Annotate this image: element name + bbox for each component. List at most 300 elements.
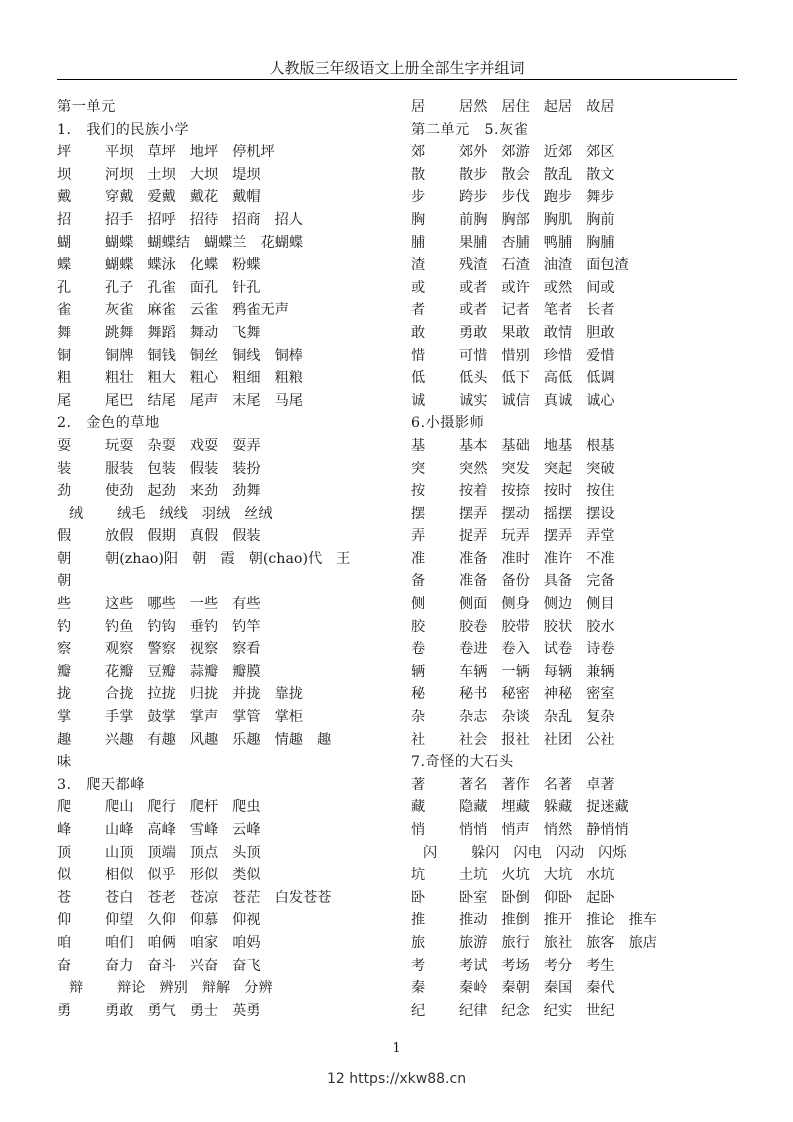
character: 藏 — [411, 799, 426, 816]
compound-word: 躲闪 — [471, 844, 500, 861]
compound-word: 地基 — [543, 437, 573, 454]
compound-word: 卓著 — [586, 776, 615, 793]
vocab-row — [57, 458, 397, 481]
compound-word: 跨步 — [459, 189, 488, 206]
compound-word: 间或 — [586, 279, 615, 296]
character: 铜 — [57, 347, 72, 364]
character: 顶 — [57, 844, 72, 861]
compound-word: 云雀 — [189, 302, 219, 319]
compound-word: 假装 — [232, 528, 261, 545]
character: 杂 — [411, 709, 426, 726]
compound-word: 粗细 — [232, 370, 261, 387]
compound-word: 土坑 — [459, 867, 488, 884]
compound-word: 勇士 — [189, 1002, 219, 1019]
compound-word: 飞舞 — [232, 324, 261, 341]
compound-word: 诗卷 — [586, 641, 615, 658]
vocab-row — [57, 932, 397, 955]
compound-word: 跑步 — [543, 189, 573, 206]
compound-word: 粗心 — [189, 370, 219, 387]
vocab-row — [411, 390, 751, 413]
section-heading: 第二单元 5.灰雀 — [411, 121, 529, 138]
vocab-row — [57, 616, 397, 639]
compound-word: 郊区 — [586, 144, 615, 161]
character: 社 — [411, 731, 426, 748]
compound-word: 郊外 — [459, 144, 488, 161]
compound-word: 诚心 — [586, 392, 615, 409]
vocab-row — [411, 367, 751, 390]
compound-word: 停机坪 — [232, 144, 275, 161]
compound-word: 头顶 — [232, 844, 261, 861]
compound-word: 草坪 — [147, 144, 176, 161]
vocab-row — [57, 525, 397, 548]
vocab-row — [57, 638, 397, 661]
vocab-row — [411, 96, 751, 119]
compound-word: 尾声 — [189, 392, 219, 409]
compound-word: 捉弄 — [459, 528, 488, 545]
compound-word: 顶端 — [147, 844, 176, 861]
compound-word: 豆瓣 — [147, 663, 176, 680]
compound-word: 铜牌 — [105, 347, 134, 364]
compound-word: 爱惜 — [586, 347, 615, 364]
compound-word: 鸭脯 — [543, 234, 573, 251]
compound-word: 使劲 — [105, 483, 134, 500]
vocab-row — [411, 322, 751, 345]
compound-word: 著名 — [459, 776, 488, 793]
compound-word: 前胸 — [459, 211, 488, 228]
compound-word: 舞步 — [586, 189, 615, 206]
vocab-row — [411, 842, 751, 865]
character: 摆 — [411, 505, 426, 522]
character: 假 — [57, 528, 72, 545]
character: 诚 — [411, 392, 426, 409]
header-divider — [57, 79, 737, 80]
section-heading: 第一单元 — [57, 99, 116, 115]
vocab-row — [57, 661, 397, 684]
vocab-row — [57, 955, 397, 978]
vocab-row — [57, 706, 397, 729]
vocab-row — [411, 796, 751, 819]
vocab-row — [411, 503, 751, 526]
compound-word: 杂乱 — [543, 709, 573, 726]
compound-word: 低头 — [459, 370, 488, 387]
character: 郊 — [411, 144, 426, 161]
compound-word: 闪电 — [513, 844, 542, 861]
compound-word: 鼓掌 — [147, 709, 176, 726]
character: 爬 — [57, 799, 72, 816]
compound-word: 散步 — [459, 166, 488, 183]
vocab-row — [57, 322, 397, 345]
compound-word: 高低 — [543, 370, 573, 387]
compound-word: 粉蝶 — [232, 257, 261, 274]
compound-word: 名著 — [543, 776, 573, 793]
character: 弄 — [411, 528, 426, 545]
compound-word: 敢情 — [543, 324, 573, 341]
vocab-row — [411, 254, 751, 277]
vocab-row — [57, 141, 397, 164]
section-heading: 7.奇怪的大石头 — [411, 754, 514, 771]
compound-word: 苍茫 — [232, 889, 261, 906]
character: 著 — [411, 776, 426, 793]
vocab-row — [411, 345, 751, 368]
footer-link[interactable]: 12 https://xkw88.cn — [326, 1071, 467, 1087]
character: 奋 — [57, 957, 72, 974]
compound-word: 突然 — [459, 460, 488, 477]
compound-word: 弄堂 — [586, 528, 615, 545]
compound-word: 摇摆 — [543, 505, 573, 522]
compound-word: 趣 — [316, 731, 332, 748]
character: 突 — [411, 460, 426, 477]
vocab-row — [57, 164, 397, 187]
compound-word: 神秘 — [543, 686, 573, 703]
character: 散 — [411, 166, 426, 183]
compound-word: 招待 — [189, 211, 219, 228]
character: 坪 — [57, 144, 72, 161]
compound-word: 蝶泳 — [147, 257, 176, 274]
compound-word: 按着 — [459, 483, 488, 500]
compound-word: 招手 — [105, 211, 134, 228]
vocab-row — [411, 435, 751, 458]
compound-word: 风趣 — [189, 731, 219, 748]
compound-word: 推动 — [459, 912, 488, 929]
character: 似 — [57, 867, 72, 884]
compound-word: 或然 — [543, 279, 573, 296]
compound-word: 辨别 — [159, 980, 188, 997]
compound-word: 山顶 — [105, 844, 134, 861]
compound-word: 躲藏 — [543, 799, 573, 816]
vocab-row — [57, 548, 397, 571]
vocab-row — [411, 593, 751, 616]
vocab-row — [57, 480, 397, 503]
compound-word: 观察 — [105, 641, 134, 658]
compound-word: 勇敢 — [459, 324, 488, 341]
compound-word: 苍凉 — [189, 889, 219, 906]
compound-word: 准时 — [501, 550, 530, 567]
compound-word: 似乎 — [147, 867, 176, 884]
compound-word: 铜线 — [232, 347, 261, 364]
compound-word: 具备 — [543, 573, 573, 590]
character: 坝 — [57, 166, 72, 183]
compound-word: 秦国 — [543, 980, 573, 997]
compound-word: 手掌 — [105, 709, 134, 726]
compound-word: 完备 — [586, 573, 615, 590]
vocab-row — [411, 955, 751, 978]
compound-word: 大坑 — [543, 867, 573, 884]
vocab-row — [57, 232, 397, 255]
compound-word: 根基 — [586, 437, 615, 454]
compound-word: 散乱 — [543, 166, 573, 183]
compound-word: 闪烁 — [598, 844, 627, 861]
character: 勇 — [57, 1002, 72, 1019]
compound-word: 兴奋 — [189, 957, 219, 974]
compound-word: 云峰 — [232, 822, 261, 838]
compound-word: 山峰 — [105, 822, 134, 838]
compound-word: 突发 — [501, 460, 530, 477]
compound-word: 爬虫 — [232, 799, 261, 816]
compound-word: 掌声 — [189, 709, 219, 726]
compound-word: 旅社 — [543, 934, 573, 951]
compound-word: 有趣 — [147, 731, 176, 748]
compound-word: 河坝 — [105, 166, 134, 183]
compound-word: 推开 — [543, 912, 573, 929]
compound-word: 咱家 — [189, 934, 219, 951]
compound-word: 考分 — [543, 957, 573, 974]
compound-word: 按时 — [543, 483, 573, 500]
compound-word: 这些 — [105, 596, 134, 613]
character: 坑 — [411, 867, 426, 884]
character: 朝 — [57, 550, 72, 567]
compound-word: 蝴蝶 — [105, 234, 134, 251]
compound-word: 马尾 — [274, 392, 303, 409]
compound-word: 结尾 — [147, 392, 176, 409]
compound-word: 考试 — [459, 957, 488, 974]
compound-word: 长者 — [586, 302, 615, 319]
compound-word: 准备 — [459, 573, 488, 590]
compound-word: 平坝 — [105, 144, 134, 161]
compound-word: 归拢 — [189, 686, 219, 703]
section-heading: 3. 爬天都峰 — [57, 776, 145, 793]
compound-word: 悄声 — [501, 822, 530, 838]
character: 惜 — [411, 347, 426, 364]
section-heading: 2. 金色的草地 — [57, 415, 160, 432]
compound-word: 兼辆 — [586, 663, 615, 680]
vocab-row — [57, 683, 397, 706]
character: 侧 — [411, 596, 426, 613]
vocab-row — [411, 458, 751, 481]
compound-word: 试卷 — [543, 641, 573, 658]
character: 劲 — [57, 483, 72, 500]
compound-word: 居然 — [459, 99, 488, 115]
compound-word: 奋飞 — [232, 957, 261, 974]
vocab-row — [411, 548, 751, 571]
compound-word: 不准 — [586, 550, 615, 567]
vocab-row — [57, 593, 397, 616]
compound-word: 石渣 — [501, 257, 530, 274]
vocab-row — [411, 932, 751, 955]
compound-word: 针孔 — [232, 279, 261, 296]
compound-word: 勇气 — [147, 1002, 176, 1019]
vocab-row — [411, 525, 751, 548]
character: 卧 — [411, 889, 426, 906]
character: 闪 — [423, 844, 438, 861]
vocab-row — [411, 661, 751, 684]
compound-word: 警察 — [147, 641, 176, 658]
vocab-row — [57, 909, 397, 932]
compound-word: 孔雀 — [147, 279, 176, 296]
compound-word: 胆敢 — [586, 324, 615, 341]
character: 舞 — [57, 324, 72, 341]
section-heading: 1. 我们的民族小学 — [57, 121, 190, 138]
compound-word: 铜钱 — [147, 347, 176, 364]
compound-word: 粗大 — [147, 370, 176, 387]
compound-word: 胶状 — [543, 618, 573, 635]
vocab-row — [411, 729, 751, 752]
compound-word: 闪动 — [555, 844, 585, 861]
compound-word: 著作 — [501, 776, 530, 793]
compound-word: 装扮 — [232, 460, 261, 477]
compound-word: 诚实 — [459, 392, 488, 409]
compound-word: 灰雀 — [105, 302, 134, 319]
compound-word: 摆动 — [501, 505, 530, 522]
page-number: 1 — [392, 1041, 401, 1056]
character: 趣 — [57, 731, 72, 748]
vocab-row — [57, 277, 397, 300]
compound-word: 胶带 — [501, 618, 530, 635]
compound-word: 油渣 — [543, 257, 573, 274]
compound-word: 服装 — [105, 460, 134, 477]
compound-word: 基本 — [459, 437, 488, 454]
compound-word: 放假 — [105, 528, 134, 545]
compound-word: 准许 — [543, 550, 573, 567]
compound-word: 咱俩 — [147, 934, 176, 951]
compound-word: 玩弄 — [501, 528, 530, 545]
compound-word: 纪律 — [459, 1002, 488, 1019]
compound-word: 并拢 — [232, 686, 261, 703]
vocab-row — [57, 299, 397, 322]
compound-word: 尾巴 — [105, 392, 134, 409]
character: 脯 — [411, 234, 426, 251]
character: 些 — [57, 596, 72, 613]
compound-word: 朝(zhao)阳 — [105, 550, 179, 567]
compound-word: 纪实 — [543, 1002, 573, 1019]
vocab-row — [57, 977, 397, 1000]
compound-word: 面孔 — [189, 279, 219, 296]
compound-word: 突起 — [543, 460, 573, 477]
compound-word: 胶水 — [586, 618, 615, 635]
compound-word: 相似 — [105, 867, 134, 884]
character: 雀 — [57, 302, 72, 319]
character: 胸 — [411, 211, 426, 228]
character: 备 — [411, 573, 426, 590]
compound-word: 拉拢 — [147, 686, 176, 703]
compound-word: 劲舞 — [232, 483, 261, 500]
compound-word: 公社 — [586, 731, 615, 748]
compound-word: 起卧 — [586, 889, 615, 906]
compound-word: 瓣膜 — [232, 663, 261, 680]
compound-word: 铜棒 — [274, 347, 303, 364]
compound-word: 捉迷藏 — [586, 799, 629, 816]
compound-word: 起劲 — [147, 483, 176, 500]
compound-word: 包装 — [147, 460, 176, 477]
compound-word: 推论 — [586, 912, 615, 929]
compound-word: 秦岭 — [459, 980, 488, 997]
compound-word: 近郊 — [543, 144, 573, 161]
compound-word: 居住 — [501, 99, 530, 115]
vocab-row — [411, 706, 751, 729]
compound-word: 杏脯 — [501, 234, 530, 251]
vocab-row — [57, 503, 397, 526]
character: 胶 — [411, 618, 426, 635]
compound-word: 苍白 — [105, 889, 134, 906]
character: 秦 — [411, 980, 426, 997]
compound-word: 卧室 — [459, 889, 488, 906]
compound-word: 垂钓 — [189, 618, 219, 635]
compound-word: 起居 — [543, 99, 573, 115]
compound-word: 一些 — [189, 596, 219, 613]
compound-word: 王 — [336, 550, 351, 567]
compound-word: 花瓣 — [105, 663, 134, 680]
compound-word: 珍惜 — [543, 347, 573, 364]
compound-word: 仰慕 — [189, 912, 219, 929]
character: 卷 — [411, 641, 426, 658]
page-title: 人教版三年级语文上册全部生字并组词 — [269, 59, 525, 77]
compound-word: 残渣 — [459, 257, 488, 274]
compound-word: 朝(chao)代 — [248, 550, 323, 567]
compound-word: 或者 — [459, 302, 488, 319]
compound-word: 社团 — [543, 731, 573, 748]
compound-word: 朝 霞 — [192, 550, 235, 567]
compound-word: 久仰 — [147, 912, 176, 929]
left-column — [57, 96, 397, 1022]
compound-word: 钓钩 — [147, 618, 176, 635]
compound-word: 花蝴蝶 — [260, 234, 304, 251]
compound-word: 按住 — [586, 483, 615, 500]
compound-word: 侧边 — [543, 596, 573, 613]
vocab-row — [411, 480, 751, 503]
compound-word: 旅店 — [628, 934, 657, 951]
vocab-row — [57, 819, 397, 842]
compound-word: 奋斗 — [147, 957, 176, 974]
compound-word: 摆弄 — [459, 505, 488, 522]
compound-word: 杂志 — [459, 709, 488, 726]
compound-word: 果敢 — [501, 324, 530, 341]
compound-word: 耍弄 — [232, 437, 261, 454]
character: 峰 — [57, 822, 72, 838]
compound-word: 地坪 — [189, 144, 219, 161]
compound-word: 秘密 — [501, 686, 530, 703]
character: 旅 — [411, 934, 426, 951]
section-heading: 味 — [57, 754, 72, 771]
vocab-row — [57, 842, 397, 865]
compound-word: 诚信 — [501, 392, 530, 409]
character: 辆 — [411, 663, 426, 680]
compound-word: 卷进 — [459, 641, 488, 658]
compound-word: 仰视 — [232, 912, 261, 929]
character: 推 — [411, 912, 426, 929]
compound-word: 蝴蝶兰 — [203, 234, 247, 251]
compound-word: 戴花 — [189, 189, 219, 206]
compound-word: 大坝 — [189, 166, 219, 183]
compound-word: 有些 — [232, 596, 261, 613]
compound-word: 招呼 — [147, 211, 176, 228]
vocab-row — [57, 1000, 397, 1023]
compound-word: 胸前 — [586, 211, 615, 228]
compound-word: 辩解 — [201, 980, 231, 997]
character: 孔 — [57, 279, 72, 296]
vocab-row — [411, 819, 751, 842]
compound-word: 乐趣 — [232, 731, 261, 748]
compound-word: 面包渣 — [586, 257, 629, 274]
compound-word: 高峰 — [147, 822, 176, 838]
compound-word: 哪些 — [147, 596, 176, 613]
compound-word: 来劲 — [189, 483, 219, 500]
compound-word: 英勇 — [232, 1002, 261, 1019]
compound-word: 侧面 — [459, 596, 488, 613]
compound-word: 静悄悄 — [586, 822, 629, 838]
character: 戴 — [57, 189, 72, 206]
character: 蝶 — [57, 257, 72, 274]
character: 瓣 — [57, 663, 72, 680]
compound-word: 散会 — [501, 166, 530, 183]
compound-word: 秦朝 — [501, 980, 530, 997]
compound-word: 推车 — [628, 912, 657, 929]
vocab-row — [57, 209, 397, 232]
compound-word: 推倒 — [501, 912, 530, 929]
compound-word: 舞蹈 — [147, 324, 176, 341]
compound-word: 复杂 — [586, 709, 615, 726]
compound-word: 基础 — [501, 437, 530, 454]
compound-word: 戏耍 — [189, 437, 219, 454]
compound-word: 世纪 — [586, 1002, 615, 1019]
